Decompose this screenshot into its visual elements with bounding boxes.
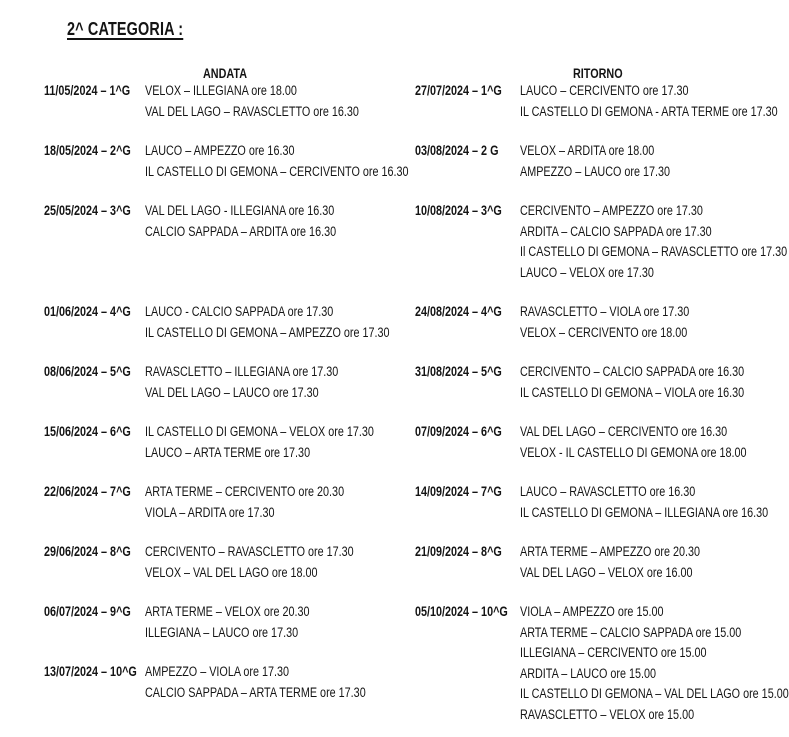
- match-list: [520, 542, 789, 583]
- andata-cell: [44, 422, 415, 463]
- page-title-text: 2^ CATEGORIA :: [67, 19, 184, 39]
- schedule-rows: [44, 81, 789, 725]
- match-line: [145, 81, 415, 102]
- match-line-text: LAUCO – ARTA TERME ore 17.30: [145, 444, 311, 460]
- match-line-text: VELOX – ILLEGIANA ore 18.00: [145, 83, 297, 98]
- ritorno-cell: [415, 302, 789, 343]
- column-headers: [44, 66, 789, 81]
- match-line-text: ILLEGIANA – CERCIVENTO ore 15.00: [520, 645, 707, 660]
- round-date: [44, 542, 145, 563]
- round-block: [44, 302, 415, 343]
- round-date: [44, 141, 145, 162]
- match-line: [145, 102, 415, 123]
- round-block: [415, 602, 789, 725]
- round-date-text: 24/08/2024 – 4^G: [415, 304, 502, 319]
- round-date-text: 18/05/2024 – 2^G: [44, 143, 131, 158]
- round-date: [415, 302, 520, 323]
- match-line: [145, 302, 415, 323]
- match-line: [520, 664, 789, 685]
- round-date: [415, 482, 520, 503]
- round-date: [415, 422, 520, 443]
- match-line-text: VAL DEL LAGO - ILLEGIANA ore 16.30: [145, 203, 335, 218]
- match-line: [520, 443, 789, 464]
- schedule-row: [44, 81, 789, 122]
- match-line-text: AMPEZZO – LAUCO ore 17.30: [520, 163, 671, 179]
- round-block: [44, 201, 415, 242]
- match-line-text: VAL DEL LAGO – VELOX ore 16.00: [520, 564, 693, 580]
- round-block: [415, 542, 789, 583]
- match-line-text: IL CASTELLO DI GEMONA – ILLEGIANA ore 16.30: [520, 504, 769, 520]
- match-line-text: ARTA TERME – AMPEZZO ore 20.30: [520, 544, 701, 559]
- match-line: [145, 602, 415, 623]
- match-line: [145, 141, 415, 162]
- match-line-text: AMPEZZO – VIOLA ore 17.30: [145, 664, 290, 679]
- match-list: [145, 542, 415, 583]
- match-line-text: VAL DEL LAGO – RAVASCLETTO ore 16.30: [145, 103, 359, 119]
- match-line: [520, 201, 789, 222]
- match-line-text: CALCIO SAPPADA – ARDITA ore 16.30: [145, 223, 337, 239]
- match-line: [145, 323, 415, 344]
- match-line: [145, 563, 415, 584]
- round-block: [415, 81, 789, 122]
- schedule-row: [44, 141, 789, 182]
- match-line-text: LAUCO – CERCIVENTO ore 17.30: [520, 83, 689, 98]
- match-line-text: LAUCO – AMPEZZO ore 16.30: [145, 143, 295, 158]
- match-line: [520, 323, 789, 344]
- round-date-text: 06/07/2024 – 9^G: [44, 604, 131, 619]
- round-date-text: 13/07/2024 – 10^G: [44, 664, 137, 679]
- round-date-text: 03/08/2024 – 2 G: [415, 143, 499, 158]
- ritorno-cell: [415, 81, 789, 122]
- match-line-text: IL CASTELLO DI GEMONA - ARTA TERME ore 17.30: [520, 103, 778, 119]
- round-block: [44, 422, 415, 463]
- andata-header: ANDATA: [203, 66, 247, 81]
- round-date-text: 25/05/2024 – 3^G: [44, 203, 131, 218]
- match-line: [520, 302, 789, 323]
- round-date-text: 29/06/2024 – 8^G: [44, 544, 131, 559]
- match-line: [520, 81, 789, 102]
- round-date-text: 31/08/2024 – 5^G: [415, 364, 502, 379]
- match-line-text: VIOLA – AMPEZZO ore 15.00: [520, 604, 664, 619]
- match-list: [520, 602, 789, 725]
- round-block: [415, 141, 789, 182]
- match-line: [145, 422, 415, 443]
- round-block: [415, 362, 789, 403]
- round-date-text: 10/08/2024 – 3^G: [415, 203, 502, 218]
- match-line: [520, 503, 789, 524]
- round-date: [44, 602, 145, 623]
- round-block: [44, 81, 415, 122]
- round-block: [44, 662, 415, 703]
- match-line: [145, 683, 415, 704]
- round-block: [415, 302, 789, 343]
- match-line: [145, 201, 415, 222]
- ritorno-cell: [415, 201, 789, 283]
- match-line: [520, 563, 789, 584]
- match-line: [520, 705, 789, 726]
- ritorno-header: RITORNO: [573, 66, 623, 81]
- round-date-text: 08/06/2024 – 5^G: [44, 364, 131, 379]
- round-block: [415, 201, 789, 283]
- ritorno-cell: [415, 482, 789, 523]
- andata-cell: [44, 602, 415, 725]
- match-line: [145, 162, 415, 183]
- match-list: [145, 201, 415, 242]
- round-date: [415, 81, 520, 102]
- ritorno-cell: [415, 141, 789, 182]
- round-date: [44, 302, 145, 323]
- schedule-row: [44, 482, 789, 523]
- round-date: [415, 602, 520, 623]
- match-list: [520, 201, 789, 283]
- match-line-text: IL CASTELLO DI GEMONA – VELOX ore 17.30: [145, 424, 374, 439]
- match-line-text: LAUCO - CALCIO SAPPADA ore 17.30: [145, 304, 334, 319]
- ritorno-cell: [415, 422, 789, 463]
- match-line-text: VAL DEL LAGO – CERCIVENTO ore 16.30: [520, 424, 728, 439]
- match-line-text: CERCIVENTO – RAVASCLETTO ore 17.30: [145, 544, 354, 559]
- match-line-text: ILLEGIANA – LAUCO ore 17.30: [145, 624, 299, 640]
- match-line-text: ARTA TERME – CALCIO SAPPADA ore 15.00: [520, 624, 742, 640]
- match-line: [520, 422, 789, 443]
- match-line: [145, 383, 415, 404]
- match-list: [145, 482, 415, 523]
- match-line: [520, 263, 789, 284]
- match-line-text: ARDITA – CALCIO SAPPADA ore 17.30: [520, 223, 712, 239]
- match-line-text: ARTA TERME – VELOX ore 20.30: [145, 604, 310, 619]
- match-line: [520, 684, 789, 705]
- schedule-row: [44, 362, 789, 403]
- match-line: [520, 162, 789, 183]
- match-list: [145, 362, 415, 403]
- match-line: [145, 542, 415, 563]
- round-date-text: 05/10/2024 – 10^G: [415, 604, 508, 619]
- ritorno-cell: [415, 602, 789, 725]
- andata-cell: [44, 302, 415, 343]
- round-date: [44, 201, 145, 222]
- match-line: [145, 662, 415, 683]
- match-line: [145, 623, 415, 644]
- ritorno-cell: [415, 542, 789, 583]
- match-list: [145, 81, 415, 122]
- match-line: [520, 623, 789, 644]
- round-date: [44, 482, 145, 503]
- schedule-row: [44, 602, 789, 725]
- match-line-text: VELOX – VAL DEL LAGO ore 18.00: [145, 564, 318, 580]
- match-line-text: ARDITA – LAUCO ore 15.00: [520, 665, 657, 681]
- match-list: [145, 602, 415, 643]
- match-line: [520, 542, 789, 563]
- match-line-text: IL CASTELLO DI GEMONA – VIOLA ore 16.30: [520, 384, 745, 400]
- match-line-text: IL CASTELLO DI GEMONA – CERCIVENTO ore 16.30: [145, 163, 409, 179]
- round-date: [415, 141, 520, 162]
- match-line-text: VELOX – ARDITA ore 18.00: [520, 143, 655, 158]
- match-line: [520, 222, 789, 243]
- match-line: [145, 222, 415, 243]
- match-line: [520, 602, 789, 623]
- match-line: [520, 102, 789, 123]
- andata-cell: [44, 482, 415, 523]
- round-block: [415, 422, 789, 463]
- match-line-text: RAVASCLETTO – ILLEGIANA ore 17.30: [145, 364, 339, 379]
- match-line-text: IL CASTELLO DI GEMONA – AMPEZZO ore 17.30: [145, 324, 390, 340]
- match-line: [520, 643, 789, 664]
- round-block: [44, 602, 415, 643]
- match-line-text: IL CASTELLO DI GEMONA – VAL DEL LAGO ore 15.00: [520, 686, 789, 701]
- andata-cell: [44, 362, 415, 403]
- round-date: [44, 422, 145, 443]
- round-date: [415, 542, 520, 563]
- match-line: [145, 362, 415, 383]
- match-line-text: VAL DEL LAGO – LAUCO ore 17.30: [145, 384, 319, 400]
- round-date: [415, 201, 520, 222]
- andata-cell: [44, 542, 415, 583]
- match-line: [520, 383, 789, 404]
- round-date-text: 14/09/2024 – 7^G: [415, 484, 502, 499]
- schedule-row: [44, 302, 789, 343]
- round-date-text: 21/09/2024 – 8^G: [415, 544, 502, 559]
- match-list: [520, 362, 789, 403]
- match-list: [520, 141, 789, 182]
- round-block: [44, 482, 415, 523]
- round-date-text: 15/06/2024 – 6^G: [44, 424, 131, 439]
- match-list: [520, 302, 789, 343]
- match-line-text: LAUCO – RAVASCLETTO ore 16.30: [520, 484, 696, 499]
- schedule-row: [44, 542, 789, 583]
- match-line-text: VELOX – CERCIVENTO ore 18.00: [520, 324, 688, 340]
- match-line-text: CERCIVENTO – AMPEZZO ore 17.30: [520, 203, 703, 218]
- match-line-text: RAVASCLETTO – VIOLA ore 17.30: [520, 304, 690, 319]
- round-block: [415, 482, 789, 523]
- match-line-text: LAUCO – VELOX ore 17.30: [520, 264, 654, 280]
- match-line-text: Il CASTELLO DI GEMONA – RAVASCLETTO ore 17.30: [520, 244, 788, 259]
- page-title: [67, 19, 789, 40]
- round-date-text: 07/09/2024 – 6^G: [415, 424, 502, 439]
- match-line: [145, 443, 415, 464]
- round-date: [44, 81, 145, 102]
- match-list: [145, 422, 415, 463]
- match-line: [145, 482, 415, 503]
- round-date: [415, 362, 520, 383]
- match-list: [145, 141, 415, 182]
- schedule-row: [44, 201, 789, 283]
- match-line-text: RAVASCLETTO – VELOX ore 15.00: [520, 706, 695, 722]
- match-list: [520, 482, 789, 523]
- round-block: [44, 362, 415, 403]
- round-date-text: 01/06/2024 – 4^G: [44, 304, 131, 319]
- match-list: [145, 662, 415, 703]
- match-line-text: VELOX - IL CASTELLO DI GEMONA ore 18.00: [520, 444, 747, 460]
- round-date: [44, 362, 145, 383]
- andata-cell: [44, 201, 415, 283]
- round-date: [44, 662, 145, 683]
- ritorno-cell: [415, 362, 789, 403]
- match-line-text: VIOLA – ARDITA ore 17.30: [145, 504, 275, 520]
- andata-cell: [44, 141, 415, 182]
- round-block: [44, 141, 415, 182]
- round-date-text: 22/06/2024 – 7^G: [44, 484, 131, 499]
- match-line: [520, 482, 789, 503]
- round-block: [44, 542, 415, 583]
- match-line-text: CERCIVENTO – CALCIO SAPPADA ore 16.30: [520, 364, 745, 379]
- match-line-text: CALCIO SAPPADA – ARTA TERME ore 17.30: [145, 684, 366, 700]
- round-date-text: 27/07/2024 – 1^G: [415, 83, 502, 98]
- schedule-row: [44, 422, 789, 463]
- match-list: [145, 302, 415, 343]
- match-list: [520, 422, 789, 463]
- match-line-text: ARTA TERME – CERCIVENTO ore 20.30: [145, 484, 345, 499]
- round-date-text: 11/05/2024 – 1^G: [44, 83, 131, 98]
- match-line: [520, 141, 789, 162]
- match-line: [520, 362, 789, 383]
- andata-cell: [44, 81, 415, 122]
- match-line: [145, 503, 415, 524]
- match-line: [520, 242, 789, 263]
- match-list: [520, 81, 789, 122]
